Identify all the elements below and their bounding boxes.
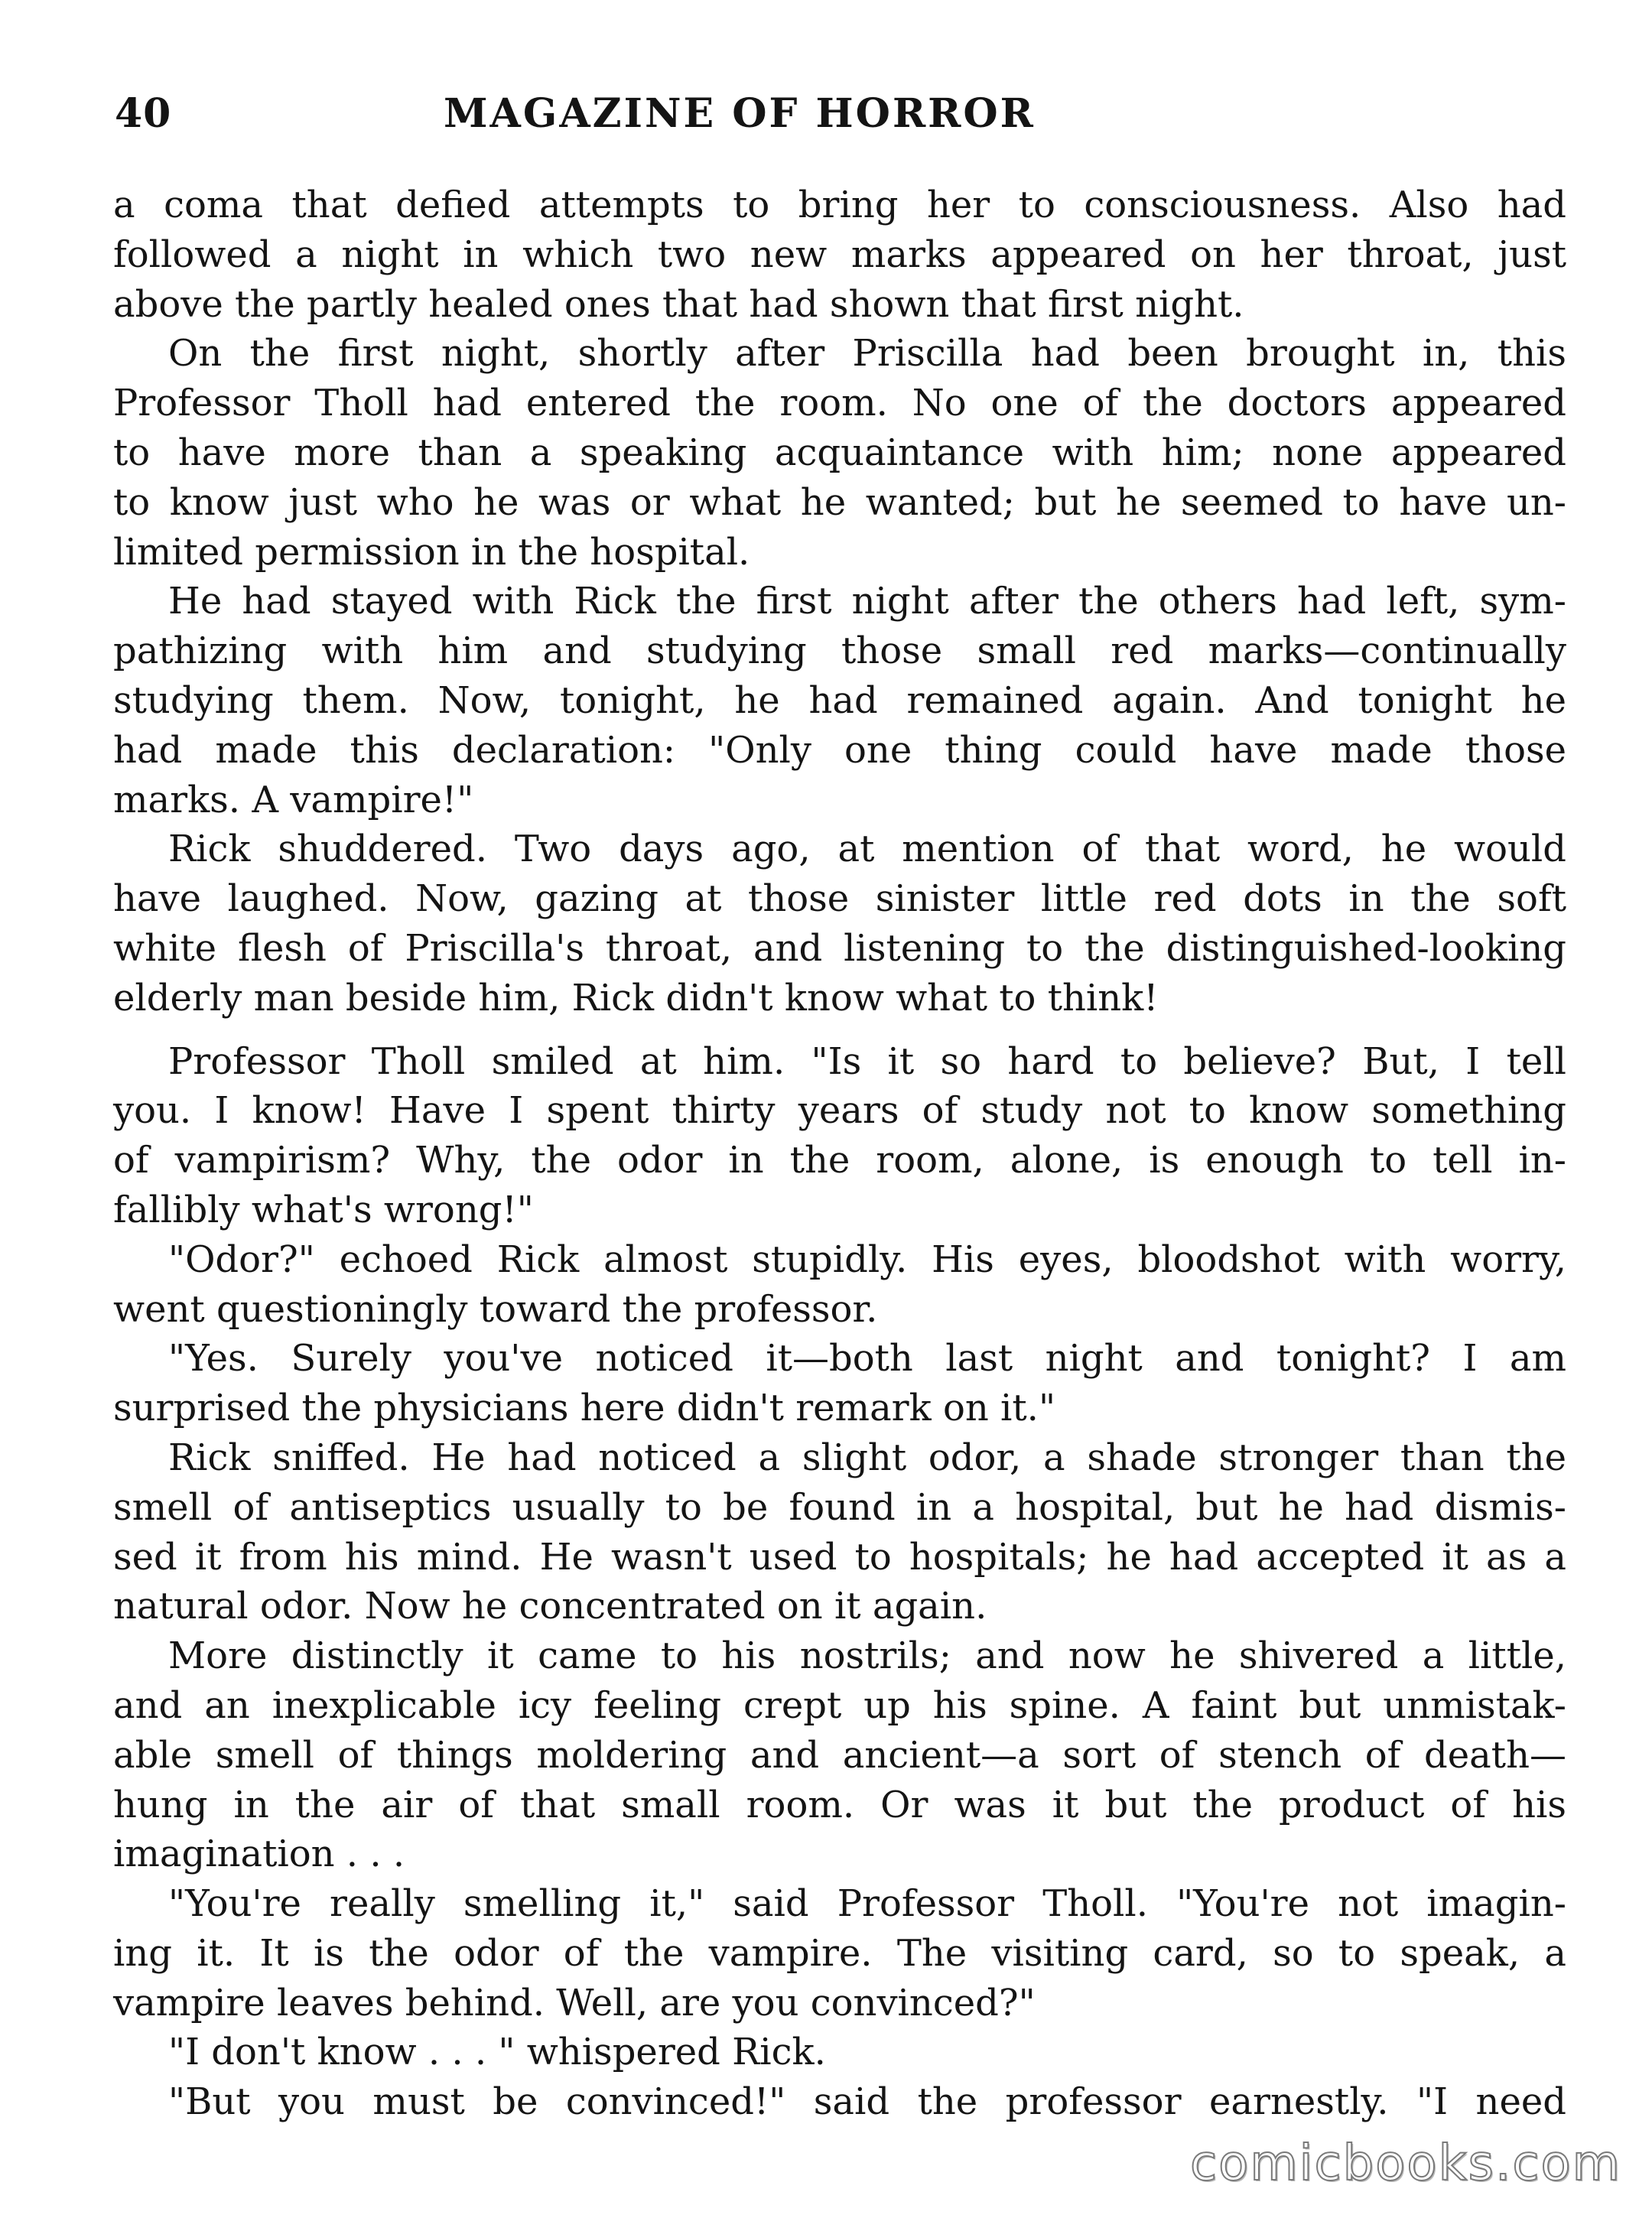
text-line: "Odor?" echoed Rick almost stupidly. His eyes, bloodshot with worry,	[168, 1237, 1566, 1281]
text-line: pathizing with him and studying those small red marks—continually	[113, 629, 1566, 673]
running-title: MAGAZINE OF HORROR	[444, 90, 1036, 137]
text-line: studying them. Now, tonight, he had remained again. And tonight he	[113, 678, 1566, 722]
text-line: able smell of things moldering and ancient—a sort of stench of death—	[113, 1733, 1566, 1777]
text-line: sed it from his mind. He wasn't used to hospitals; he had accepted it as a	[113, 1535, 1566, 1579]
text-line: "Yes. Surely you've noticed it—both last night and tonight? I am	[168, 1337, 1566, 1381]
text-line: to have more than a speaking acquaintance with him; none appeared	[113, 431, 1566, 474]
text-line: "I don't know . . . " whispered Rick.	[168, 2031, 826, 2074]
text-line: and an inexplicable icy feeling crept up his spine. A faint but unmistak-	[113, 1683, 1566, 1727]
text-line: vampire leaves behind. Well, are you convinced?"	[113, 1981, 1036, 2024]
watermark-logo: comicbooks.com	[1189, 2135, 1621, 2192]
section-gap	[113, 1023, 1566, 1037]
text-line: fallibly what's wrong!"	[113, 1188, 534, 1231]
paragraph	[113, 1037, 1566, 1235]
text-line: He had stayed with Rick the first night after the others had left, sym-	[168, 580, 1566, 623]
text-line: hung in the air of that small room. Or was it but the product of his	[113, 1783, 1566, 1826]
paragraph	[113, 1235, 1566, 1335]
text-line: More distinctly it came to his nostrils; and now he shivered a little,	[168, 1634, 1566, 1678]
text-line: marks. A vampire!"	[113, 778, 474, 821]
paragraph	[113, 1631, 1566, 1879]
text-line: On the first night, shortly after Priscilla had been brought in, this	[168, 332, 1566, 376]
text-line: above the partly healed ones that had shown that first night.	[113, 282, 1244, 326]
text-line: Rick shuddered. Two days ago, at mention of that word, he would	[168, 828, 1566, 871]
text-line: limited permission in the hospital.	[113, 530, 750, 574]
text-line: went questioningly toward the professor.	[113, 1287, 878, 1331]
page-header	[115, 90, 1568, 159]
text-line: of vampirism? Why, the odor in the room, alone, is enough to tell in-	[113, 1139, 1566, 1182]
text-line: ing it. It is the odor of the vampire. The visiting card, so to speak, a	[113, 1931, 1566, 1975]
page-number: 40	[115, 90, 172, 137]
paragraph	[113, 2077, 1566, 2127]
text-line: Professor Tholl smiled at him. "Is it so hard to believe? But, I tell	[168, 1039, 1566, 1083]
paragraph	[113, 1334, 1566, 1433]
paragraph	[113, 329, 1566, 577]
paragraph	[113, 577, 1566, 824]
paragraph	[113, 824, 1566, 1023]
text-line: white flesh of Priscilla's throat, and listening to the distinguished-looking	[113, 926, 1566, 970]
paragraph	[113, 180, 1566, 329]
text-line: have laughed. Now, gazing at those sinister little red dots in the soft	[113, 877, 1566, 921]
text-line: "You're really smelling it," said Professor Tholl. "You're not imagin-	[168, 1882, 1566, 1926]
text-line: surprised the physicians here didn't remark on it."	[113, 1387, 1056, 1430]
text-line: natural odor. Now he concentrated on it again.	[113, 1585, 987, 1628]
text-line: Rick sniffed. He had noticed a slight odor, a shade stronger than the	[168, 1436, 1566, 1479]
paragraph	[113, 1433, 1566, 1631]
text-line: to know just who he was or what he wanted; but he seemed to have un-	[113, 480, 1566, 524]
text-line: followed a night in which two new marks appeared on her throat, just	[113, 233, 1566, 276]
text-line: smell of antiseptics usually to be found in a hospital, but he had dismis-	[113, 1485, 1566, 1529]
paragraph	[113, 2028, 1566, 2077]
text-line: Professor Tholl had entered the room. No one of the doctors appeared	[113, 382, 1566, 425]
paragraph	[113, 1879, 1566, 2028]
text-line: a coma that defied attempts to bring her to consciousness. Also had	[113, 184, 1566, 226]
story-text	[113, 180, 1566, 2127]
text-line: elderly man beside him, Rick didn't know what to think!	[113, 976, 1159, 1020]
text-line: "But you must be convinced!" said the professor earnestly. "I need	[168, 2080, 1566, 2124]
text-line: imagination . . .	[113, 1833, 405, 1876]
text-line: had made this declaration: "Only one thing could have made those	[113, 728, 1566, 772]
text-line: you. I know! Have I spent thirty years of study not to know something	[113, 1089, 1566, 1133]
